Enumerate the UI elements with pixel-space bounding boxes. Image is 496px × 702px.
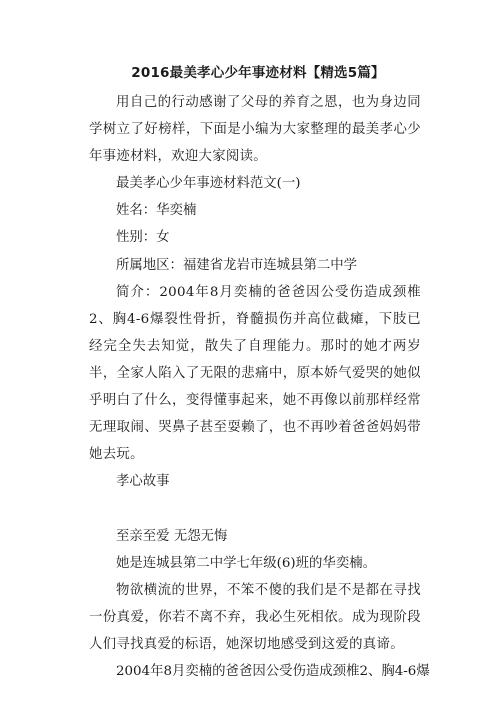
story-subtitle: 至亲至爱 无怨无悔	[116, 528, 228, 544]
class-info-line: 她是连城县第二中学七年级(6)班的华奕楠。	[116, 555, 376, 571]
continued-line: 2004年8月奕楠的爸爸因公受伤造成颈椎2、胸4-6爆	[116, 663, 430, 679]
blank-line	[89, 495, 421, 522]
story-heading: 孝心故事	[116, 474, 170, 490]
document-body	[89, 89, 430, 685]
profile-paragraph: 简介：2004年8月奕楠的爸爸因公受伤造成颈椎2、胸4-6爆裂性骨折，脊髓损伤并高位截瘫，下肢已经完全失去知觉，散失了自理能力。那时的她才两岁半，全家人陷入了无限的悲痛中，原本娇气爱哭的她似乎明白了什么，变得懂事起来，她不再像以前那样经常无理取闹、哭鼻子甚至耍赖了，也不再吵着爸爸妈妈带她去玩。	[89, 284, 421, 463]
gender-line: 性别：女	[116, 230, 170, 246]
document-title: 2016最美孝心少年事迹材料【精选5篇】	[131, 65, 385, 81]
region-line: 所属地区：福建省龙岩市连城县第二中学	[116, 257, 358, 273]
sample-heading: 最美孝心少年事迹材料范文(一)	[116, 176, 301, 192]
name-line: 姓名：华奕楠	[116, 203, 197, 219]
intro-paragraph: 用自己的行动感谢了父母的养育之恩，也为身边同学树立了好榜样，下面是小编为大家整理的最美孝心少年事迹材料，欢迎大家阅读。	[89, 95, 421, 165]
world-paragraph: 物欲横流的世界，不笨不傻的我们是不是都在寻找一份真爱，你若不离不弃，我必生死相依。成为现阶段人们寻找真爱的标语，她深切地感受到这爱的真谛。	[89, 582, 421, 652]
